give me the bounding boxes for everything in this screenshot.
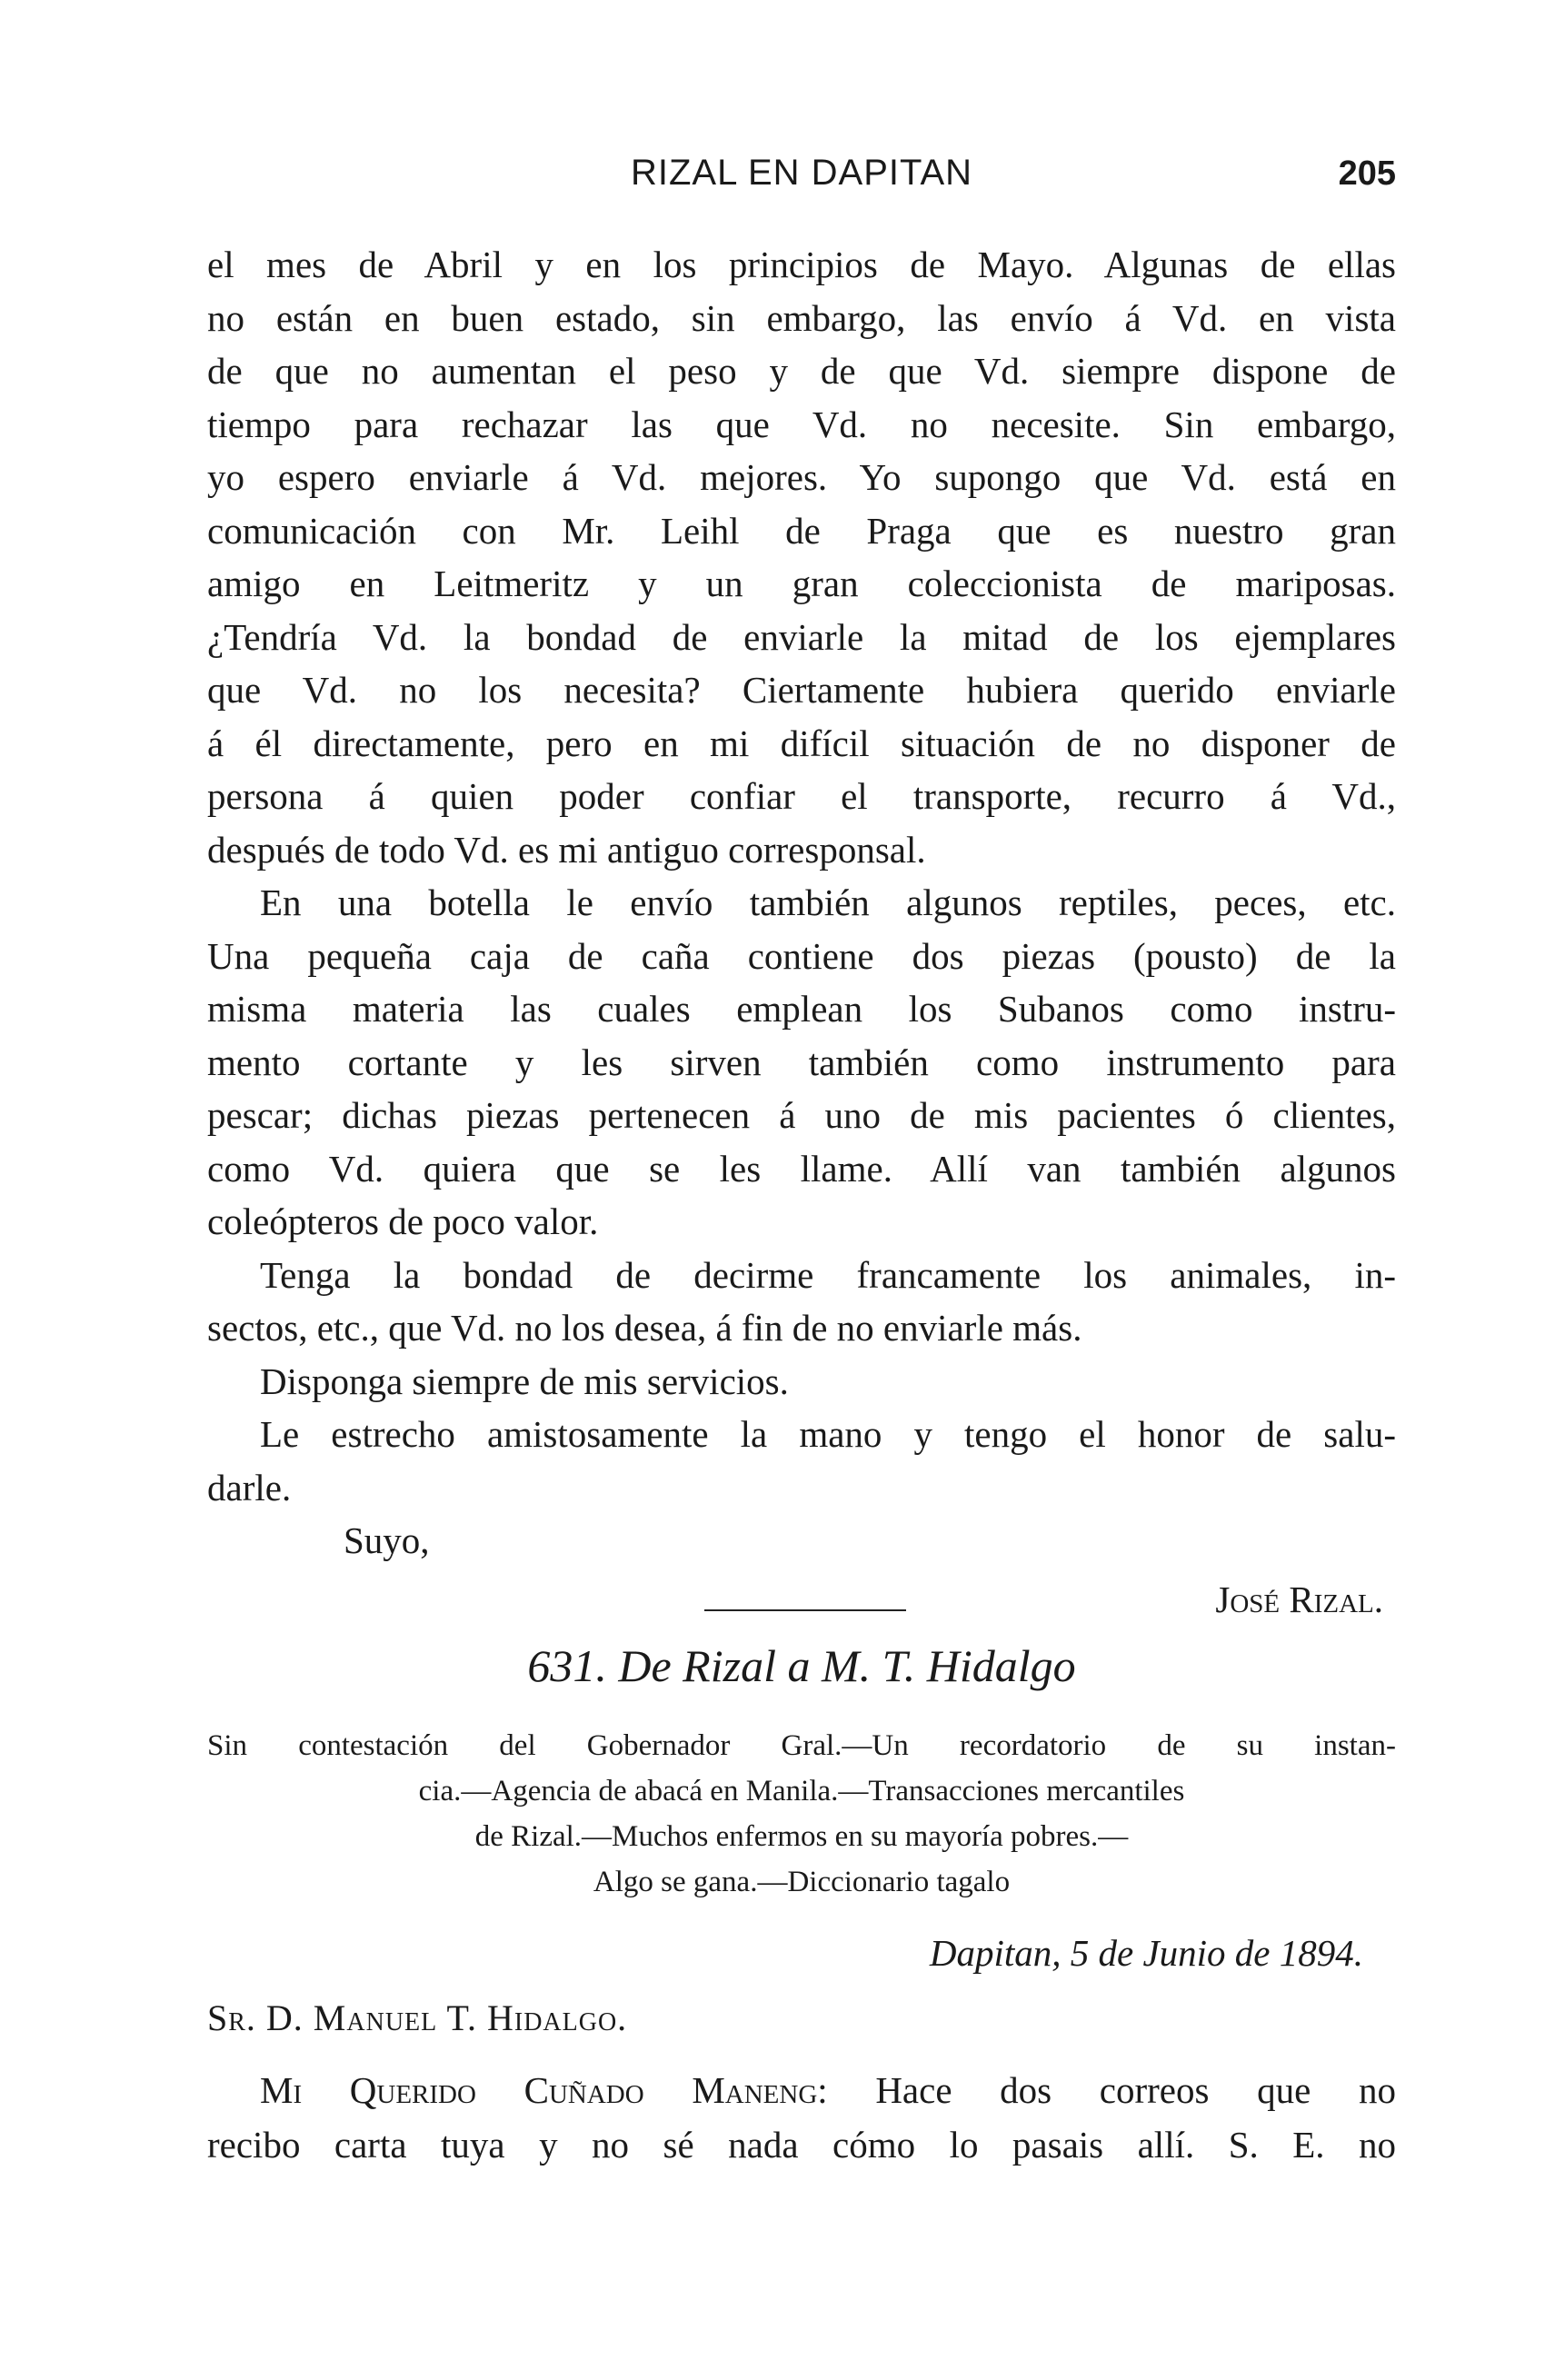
body-line: de que no aumentan el peso y de que Vd. siempre dispone de: [207, 350, 1396, 392]
body-line: yo espero enviarle á Vd. mejores. Yo supongo que Vd. está en: [207, 456, 1396, 498]
closing: Suyo,: [344, 1519, 430, 1561]
body-line: tiempo para rechazar las que Vd. no necesite. Sin embargo,: [207, 403, 1396, 445]
body-line: á él directamente, pero en mi difícil situación de no disponer de: [207, 722, 1396, 764]
salutation-line: [207, 2063, 1396, 2117]
salutation-line-rest: Hace dos correos que no: [827, 2069, 1396, 2111]
body-line: mento cortante y les sirven también como instrumento para: [207, 1041, 1396, 1083]
body-line: persona á quien poder confiar el transporte, recurro á Vd.,: [207, 775, 1396, 817]
body-line: sectos, etc., que Vd. no los desea, á fin de no enviarle más.: [207, 1307, 1082, 1349]
body-line: que Vd. no los necesita? Ciertamente hubiera querido enviarle: [207, 669, 1396, 711]
signature: José Rizal.: [1215, 1578, 1383, 1620]
body-line: no están en buen estado, sin embargo, las envío á Vd. en vista: [207, 296, 1396, 339]
body-line: el mes de Abril y en los principios de Mayo. Algunas de ellas: [207, 244, 1396, 285]
summary-line: Algo se gana.—Diccionario tagalo: [593, 1866, 1011, 1898]
summary-line: de Rizal.—Muchos enfermos en su mayoría pobres.—: [474, 1820, 1129, 1853]
summary-line: cia.—Agencia de abacá en Manila.—Transacciones mercantiles: [418, 1775, 1185, 1807]
section-divider: [704, 1609, 906, 1611]
salutation-paragraph: [207, 2063, 1396, 2172]
salutation-line: recibo carta tuya y no sé nada cómo lo pasais allí. S. E. no: [207, 2124, 1396, 2166]
body-line: coleópteros de poco valor.: [207, 1200, 599, 1242]
body-line: Tenga la bondad de decirme francamente los animales, in-: [260, 1253, 1396, 1296]
body-line: comunicación con Mr. Leihl de Praga que es nuestro gran: [207, 509, 1396, 552]
running-head: [207, 153, 1396, 207]
body-line: después de todo Vd. es mi antiguo corresponsal.: [207, 828, 926, 871]
letter-body: [207, 238, 1396, 1626]
letter-heading: 631. De Rizal a M. T. Hidalgo: [527, 1640, 1076, 1691]
body-line: Le estrecho amistosamente la mano y tengo el honor de salu-: [260, 1413, 1396, 1455]
body-line: amigo en Leitmeritz y un gran coleccionista de mariposas.: [207, 563, 1396, 604]
body-line: ¿Tendría Vd. la bondad de enviarle la mitad de los ejemplares: [207, 615, 1396, 658]
page-number: 205: [1338, 154, 1396, 193]
running-title: RIZAL EN DAPITAN: [630, 153, 973, 193]
letter-summary: [207, 1723, 1396, 1905]
body-line: Una pequeña caja de caña contiene dos piezas (pousto) de la: [207, 934, 1396, 977]
body-line: Disponga siempre de mis servicios.: [260, 1359, 789, 1402]
salutation-lead: Mi Querido Cuñado Maneng:: [260, 2069, 828, 2111]
body-line: pescar; dichas piezas pertenecen á uno de mis pacientes ó clientes,: [207, 1094, 1396, 1136]
body-line: misma materia las cuales emplean los Subanos como instru-: [207, 988, 1396, 1030]
dateline: Dapitan, 5 de Junio de 1894.: [929, 1932, 1363, 1974]
body-line: En una botella le envío también algunos reptiles, peces, etc.: [260, 881, 1396, 923]
body-line: como Vd. quiera que se les llame. Allí van también algunos: [207, 1147, 1396, 1190]
addressee: Sr. D. Manuel T. Hidalgo.: [207, 1997, 628, 2038]
body-line: darle.: [207, 1466, 292, 1509]
summary-line: Sin contestación del Gobernador Gral.—Un recordatorio de su instan-: [207, 1729, 1396, 1762]
